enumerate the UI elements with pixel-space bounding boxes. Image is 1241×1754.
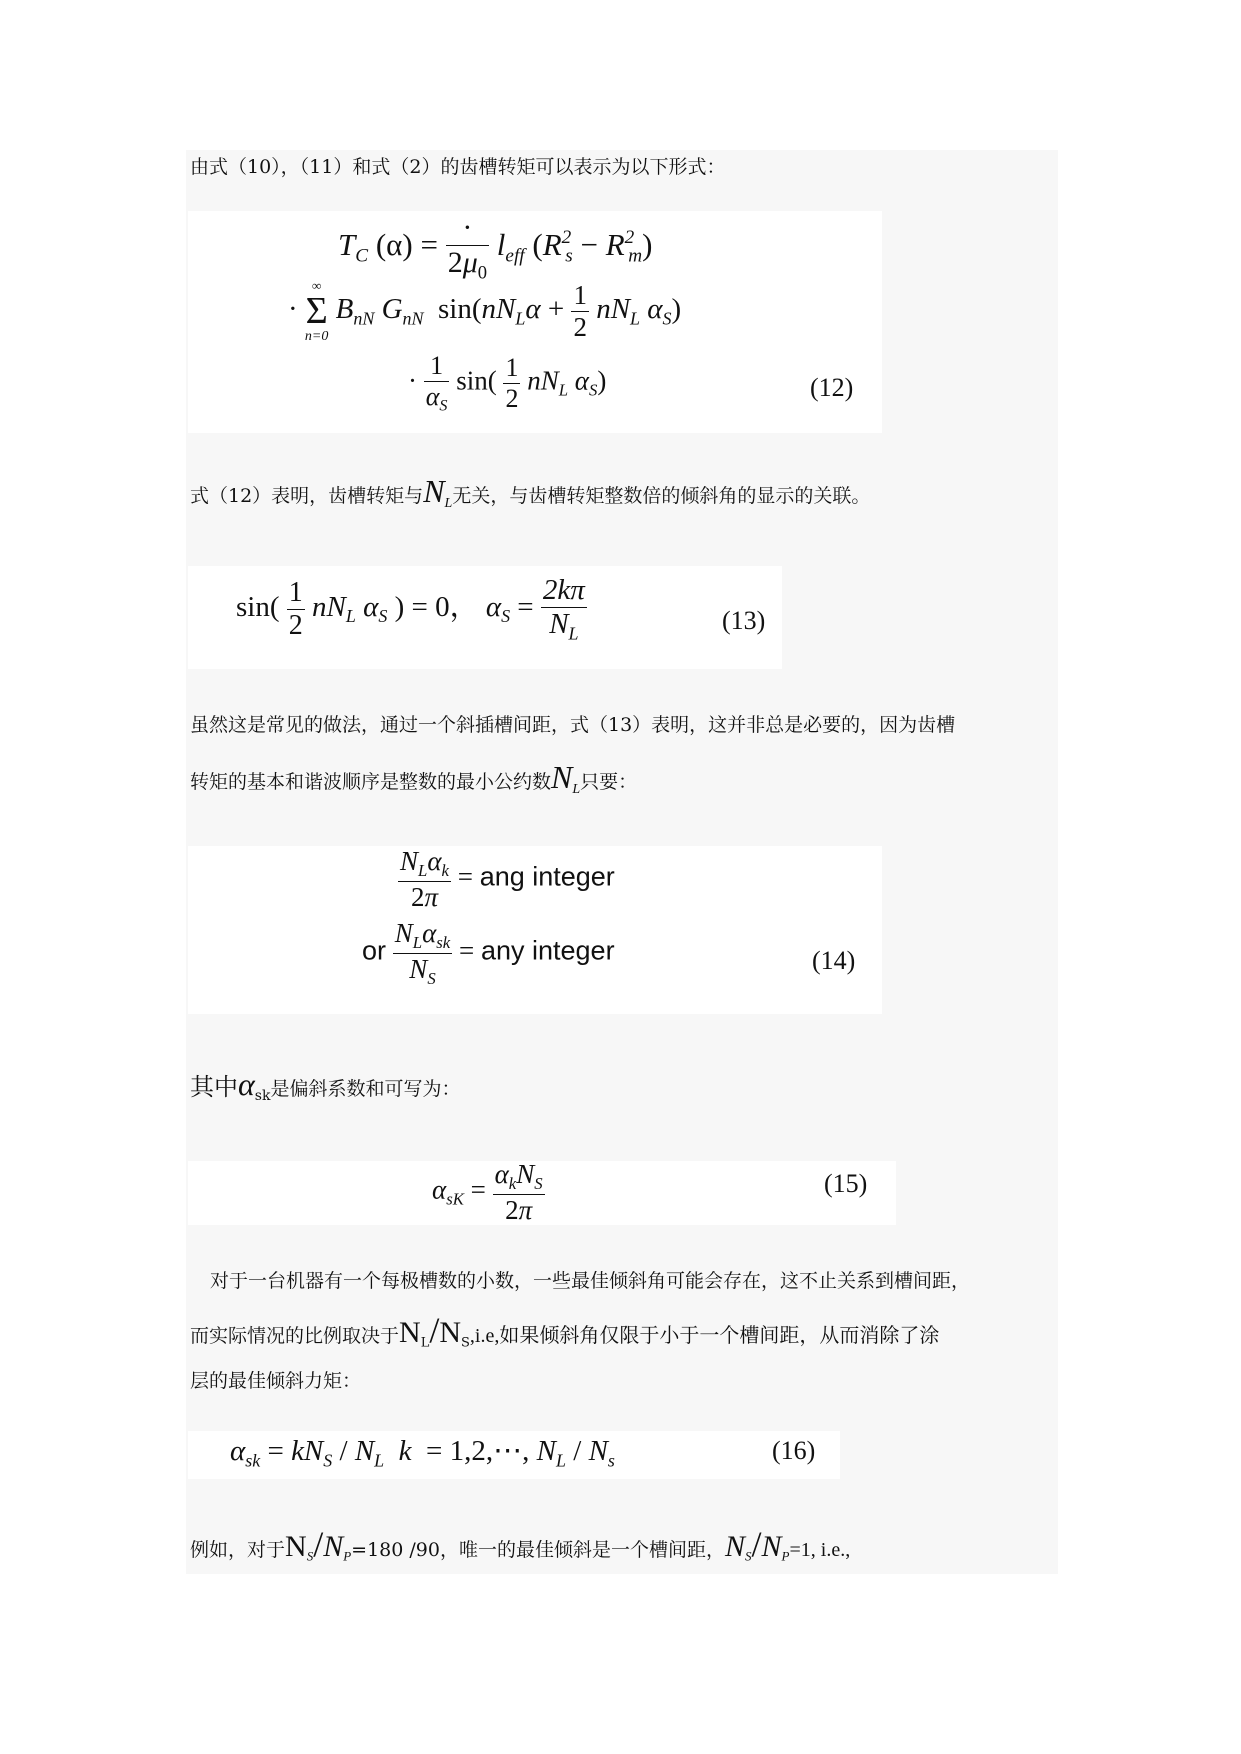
paragraph-fractional-slot-line2: 而实际情况的比例取决于$N_L/N_S,i.e$,如果倾斜角仅限于小于一个槽间距，从而消除了涂 (190, 1310, 940, 1351)
eq12-line3: · $\frac{1}{\alpha_S}$ sin( $\frac{1}{2}$ $nN_L$ $\alpha_S$) (408, 351, 607, 415)
equation-15 (188, 1161, 896, 1225)
paragraph-intro: 由式（10），（11）和式（2）的齿槽转矩可以表示为以下形式： (190, 156, 726, 178)
paragraph-example: 例如，对于$N_S/N_P=180$ /90，唯一的最佳倾斜是一个槽间距，$N_S/N_P=1$, i.e., (190, 1524, 851, 1564)
paragraph-13-explanation-line2: 转矩的基本和谐波顺序是整数的最小公约数$N_L$只要： (190, 759, 638, 797)
paragraph-skew-coefficient: 其中$\alpha_{sk}$是偏斜系数和可写为： (190, 1066, 461, 1104)
equation-number-12: (12) (810, 373, 854, 402)
eq16-body: $\alpha_{sk} = kN_S / N_L$ k = 1,2,⋯, $N_L / N_s$ (230, 1435, 615, 1471)
equation-13 (188, 566, 782, 669)
paragraph-13-explanation-line1: 虽然这是常见的做法，通过一个斜插槽间距，式（13）表明，这并非总是必要的，因为齿槽 (190, 714, 956, 736)
eq14-row1: $\frac{N_L\alpha_k}{2\pi}$ = ang integer (400, 846, 615, 912)
paragraph-fractional-slot-line3: 层的最佳倾斜力矩： (190, 1370, 362, 1392)
eq15-body: $\alpha_{sK}$ = $\frac{\alpha_kN_S}{2\pi}$ (432, 1159, 543, 1225)
equation-14 (188, 846, 882, 1014)
equation-number-13: (13) (722, 606, 766, 635)
eq12-line1: $T_C$ (α) = $\frac{\cdot}{2\mu_0}$ $l_{eff}$ $(R^2_s - R^2_m)$ (338, 211, 653, 284)
equation-number-14: (14) (812, 946, 856, 975)
paragraph-12-explanation: 式（12）表明，齿槽转矩与$N_L$无关，与齿槽转矩整数倍的倾斜角的显示的关联。 (190, 473, 871, 511)
equation-number-15: (15) (824, 1169, 868, 1198)
eq12-line2: · ∞ Σ n=0 $B_{nN}$ $G_{nN}$ $\sin(nN_L\alpha$ + $\frac{1}{2}$ $nN_L$ $\alpha_S$) (288, 278, 682, 344)
eq14-row2: or $\frac{N_L\alpha_{sk}}{N_S}$ = any integer (362, 918, 615, 988)
equation-number-16: (16) (772, 1436, 816, 1465)
equation-16 (188, 1431, 840, 1479)
paragraph-fractional-slot-line1: 对于一台机器有一个每极槽数的小数，一些最佳倾斜角可能会存在，这不止关系到槽间距， (210, 1270, 971, 1292)
equation-12 (188, 211, 882, 433)
eq13-body: sin( $\frac{1}{2}$ $nN_L$ $\alpha_S$ ) = 0， $\alpha_S$ = $\frac{2k\pi}{N_L}$ (236, 574, 585, 644)
